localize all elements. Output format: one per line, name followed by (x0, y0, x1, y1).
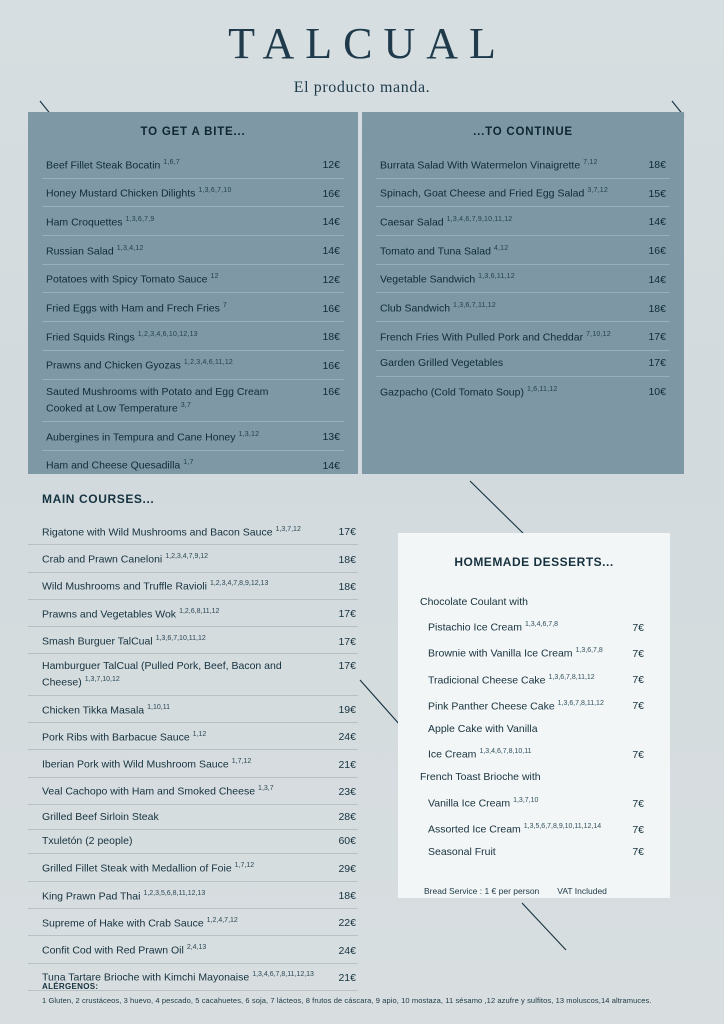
main-courses-title: MAIN COURSES... (42, 492, 155, 506)
menu-item-allergens: 1,3,7,10,12 (84, 676, 120, 684)
menu-item-allergens: 1,3,4,6,7,8 (524, 621, 559, 629)
menu-item-name: Ham Croquettes $^{1,3,6,7,9}$ (46, 215, 155, 229)
menu-item-name: Club Sandwich $^{1,3,6,7,11,12}$ (380, 302, 496, 315)
menu-item-name: Fried Squids Rings $^{1,2,3,4,6,10,12,13}$ (46, 330, 198, 344)
panel-to-continue-rows (376, 150, 670, 405)
menu-item-name: Pork Ribs with Barbacue Sauce $^{1,12}$ (42, 730, 207, 744)
menu-item-name: Potatoes with Spicy Tomato Sauce $^{12}$ (46, 273, 219, 286)
menu-item-allergens: 1,3,6,11,12 (478, 273, 515, 281)
menu-item-name: Honey Mustard Chicken Dilights $^{1,3,6,7,10}$ (46, 187, 232, 200)
menu-item-allergens: 1,3,4,6,7,8,11,12,13 (252, 971, 314, 979)
menu-item-price: 7€ (632, 621, 644, 634)
menu-item-row (42, 293, 344, 322)
menu-item-row (28, 909, 358, 936)
menu-item-row (28, 600, 358, 627)
menu-item-name: Beef Fillet Steak Bocatin $^{1,6,7}$ (46, 158, 180, 172)
panel-to-continue-title: ...TO CONTINUE (473, 126, 573, 138)
panel-starters (28, 112, 358, 474)
menu-item-row (42, 322, 344, 351)
menu-item-allergens: 1,3,6,7,8,11,12 (548, 673, 595, 681)
menu-item-price: 14€ (648, 273, 666, 286)
menu-item-allergens: 7,10,12 (586, 330, 611, 338)
menu-item-name: Apple Cake with Vanilla (428, 722, 538, 735)
menu-item-allergens: 1,3,7,12 (275, 525, 301, 533)
menu-item-row (420, 640, 648, 666)
menu-item-name: French Fries With Pulled Pork and Cheddar $^{7,10,12}$ (380, 330, 611, 344)
menu-item-allergens: 1,6,11,12 (526, 385, 558, 393)
menu-item-row (28, 573, 358, 600)
menu-item-price: 7€ (632, 823, 644, 836)
menu-item-row (420, 841, 648, 864)
menu-item-name: Fried Eggs with Ham and Frech Fries $^7$ (46, 302, 227, 315)
menu-item-name: Ham and Cheese Quesadilla $^{1,7}$ (46, 459, 194, 472)
menu-item-row (28, 750, 358, 777)
menu-item-price: 17€ (338, 608, 356, 621)
desserts-rows (420, 591, 648, 864)
menu-item-row (420, 692, 648, 718)
menu-item-price: 7€ (632, 797, 644, 810)
vat-note: VAT Included (557, 886, 607, 897)
menu-item-row (420, 614, 648, 640)
menu-item-row (28, 805, 358, 830)
panel-starters-title: TO GET A BITE... (140, 126, 246, 138)
menu-item-price: 15€ (648, 187, 666, 200)
menu-item-name: Txuletón (2 people) (42, 835, 133, 848)
panel-to-continue (362, 112, 684, 474)
menu-item-row (42, 236, 344, 265)
menu-item-allergens: 1,2,3,4,7,9,12 (165, 553, 209, 561)
menu-item-name: Veal Cachopo with Ham and Smoked Cheese $^{1,3,7}$ (42, 785, 274, 798)
menu-item-allergens: 1,7,12 (231, 758, 252, 766)
menu-item-row (376, 377, 670, 405)
menu-item-price: 7€ (632, 700, 644, 713)
menu-item-allergens: 1,3,6,7,8 (575, 647, 603, 655)
allergens-title: ALÉRGENOS: (42, 982, 99, 991)
menu-item-allergens: 1,3,6,7,10,11,12 (155, 635, 206, 643)
menu-item-row (28, 696, 358, 723)
menu-item-allergens: 1,7,12 (234, 862, 255, 870)
menu-item-allergens: 4,12 (493, 244, 509, 252)
menu-item-price: 14€ (322, 245, 340, 258)
menu-item-row (420, 767, 648, 790)
menu-item-name: Ice Cream $^{1,3,4,6,7,8,10,11}$ (428, 748, 532, 761)
menu-item-row (376, 150, 670, 179)
menu-item-row (376, 265, 670, 294)
menu-item-row (28, 882, 358, 909)
menu-item-row (376, 207, 670, 236)
menu-item-row (42, 179, 344, 208)
menu-item-price: 16€ (322, 359, 340, 372)
menu-item-name: Prawns and Vegetables Wok $^{1,2,6,8,11,12}$ (42, 607, 220, 621)
menu-item-name: Pink Panther Cheese Cake $^{1,3,6,7,8,11,12}$ (428, 699, 604, 713)
menu-item-name: Tomato and Tuna Salad $^{4,12}$ (380, 244, 509, 258)
menu-item-name: Brownie with Vanilla Ice Cream $^{1,3,6,7,8}$ (428, 647, 603, 660)
bread-service-note: Bread Service : 1 € per person (424, 886, 540, 897)
menu-item-price: 19€ (338, 704, 356, 717)
menu-item-price: 16€ (322, 302, 340, 315)
menu-item-name: Assorted Ice Cream $^{1,3,5,6,7,8,9,10,11,12,14}$ (428, 823, 602, 836)
menu-item-price: 22€ (338, 917, 356, 930)
menu-item-name: Vanilla Ice Cream $^{1,3,7,10}$ (428, 797, 539, 810)
menu-item-allergens: 2,4,13 (186, 944, 207, 952)
menu-item-price: 16€ (322, 386, 340, 399)
menu-item-name: Russian Salad $^{1,3,4,12}$ (46, 244, 144, 258)
menu-item-price: 29€ (338, 862, 356, 875)
menu-item-price: 18€ (338, 890, 356, 903)
menu-item-row (28, 723, 358, 750)
menu-item-price: 14€ (648, 216, 666, 229)
menu-item-name: Seasonal Fruit (428, 846, 496, 859)
menu-item-row (420, 666, 648, 692)
menu-item-name: Aubergines in Tempura and Cane Honey $^{1,3,12}$ (46, 430, 260, 444)
menu-item-allergens: 1,2,3,4,6,11,12 (183, 359, 234, 367)
menu-item-allergens: 1,7 (183, 459, 194, 467)
menu-item-row (28, 936, 358, 963)
menu-item-allergens: 1,3,12 (238, 430, 260, 438)
menu-item-row (42, 422, 344, 451)
menu-item-price: 18€ (648, 159, 666, 172)
menu-item-price: 12€ (322, 159, 340, 172)
menu-item-price: 18€ (322, 331, 340, 344)
menu-item-price: 10€ (648, 386, 666, 399)
menu-item-row (42, 380, 344, 423)
menu-item-allergens: 3,7 (180, 402, 192, 410)
menu-item-price: 17€ (338, 635, 356, 648)
menu-item-row (28, 854, 358, 881)
menu-item-row (376, 293, 670, 322)
menu-item-allergens: 1,12 (192, 730, 207, 738)
menu-item-allergens: 1,3,6,7,8,11,12 (557, 699, 604, 707)
menu-item-name: King Prawn Pad Thai $^{1,2,3,5,6,8,11,12,13}$ (42, 889, 206, 903)
desserts-title: HOMEMADE DESSERTS... (454, 555, 614, 569)
brand-title: TALCUAL (228, 19, 507, 68)
allergens-text: 1 Gluten, 2 crustáceos, 3 huevo, 4 pescado, 5 cacahuetes, 6 soja, 7 lácteos, 8 frutos de cáscara, 9 apio, 10 mostaza, 11 sésamo ,12 azufre y sulfitos, 13 moluscos,14 altramuces. (42, 996, 652, 1005)
menu-item-row (420, 789, 648, 815)
menu-item-name: Hamburguer TalCual (Pulled Pork, Beef, Bacon and Cheese) $^{1,3,7,10,12}$ (42, 660, 282, 689)
menu-item-row (420, 718, 648, 741)
menu-item-allergens: 1,2,3,4,7,8,9,12,13 (209, 580, 269, 588)
menu-item-price: 24€ (338, 731, 356, 744)
menu-item-row (42, 451, 344, 479)
menu-item-price: 18€ (338, 553, 356, 566)
menu-item-price: 60€ (338, 835, 356, 848)
menu-item-name: Pistachio Ice Cream $^{1,3,4,6,7,8}$ (428, 621, 559, 634)
menu-item-name: Spinach, Goat Cheese and Fried Egg Salad $^{3,7,12}$ (380, 187, 608, 200)
menu-item-allergens: 1,6,7 (163, 158, 180, 166)
menu-item-allergens: 1,3,6,7,10 (198, 187, 232, 195)
menu-item-price: 7€ (632, 748, 644, 761)
menu-item-name: French Toast Brioche with (420, 771, 541, 784)
menu-item-name: Sauted Mushrooms with Potato and Egg Cream Cooked at Low Temperature $^{3,7}$ (46, 386, 269, 415)
menu-item-price: 23€ (338, 785, 356, 798)
allergens-legend (42, 982, 692, 1005)
menu-item-allergens: 1,3,7 (258, 785, 274, 793)
menu-item-price: 7€ (632, 647, 644, 660)
menu-item-row (420, 591, 648, 614)
main-courses-rows (28, 518, 358, 991)
brand-header (0, 0, 724, 97)
menu-item-row (28, 545, 358, 572)
menu-item-row (28, 778, 358, 805)
menu-item-price: 7€ (632, 846, 644, 859)
menu-item-name: Grilled Beef Sirloin Steak (42, 810, 159, 823)
menu-item-name: Iberian Pork with Wild Mushroom Sauce $^{1,7,12}$ (42, 758, 252, 771)
menu-item-allergens: 1,10,11 (147, 703, 170, 711)
menu-item-allergens: 1,2,6,8,11,12 (179, 607, 220, 615)
menu-item-allergens: 1,3,6,7,11,12 (453, 302, 496, 310)
section-main-courses (28, 492, 358, 991)
menu-item-name: Smash Burguer TalCual $^{1,3,6,7,10,11,12}$ (42, 635, 206, 648)
menu-item-name: Grilled Fillet Steak with Medallion of Foie $^{1,7,12}$ (42, 862, 255, 875)
menu-item-price: 18€ (338, 580, 356, 593)
brand-tagline: El producto manda. (293, 79, 431, 96)
menu-item-allergens: 12 (210, 273, 219, 281)
menu-item-name: Burrata Salad With Watermelon Vinaigrette $^{7,12}$ (380, 158, 598, 172)
menu-item-allergens: 1,3,4,6,7,9,10,11,12 (446, 215, 513, 223)
menu-item-row (376, 322, 670, 351)
menu-item-price: 7€ (632, 674, 644, 687)
menu-item-name: Caesar Salad $^{1,3,4,6,7,9,10,11,12}$ (380, 215, 513, 229)
menu-item-allergens: 3,7,12 (587, 187, 608, 195)
menu-item-row (28, 627, 358, 654)
menu-item-name: Chicken Tikka Masala $^{1,10,11}$ (42, 703, 170, 717)
menu-item-name: Wild Mushrooms and Truffle Ravioli $^{1,2,3,4,7,8,9,12,13}$ (42, 580, 269, 593)
menu-item-row (28, 654, 358, 695)
menu-item-name: Crab and Prawn Caneloni $^{1,2,3,4,7,9,12}$ (42, 553, 209, 566)
menu-item-allergens: 1,3,4,6,7,8,10,11 (479, 748, 532, 756)
menu-item-name: Tradicional Cheese Cake $^{1,3,6,7,8,11,12}$ (428, 673, 595, 687)
menu-item-price: 17€ (338, 526, 356, 539)
menu-item-price: 21€ (338, 971, 356, 984)
section-desserts (398, 533, 670, 898)
menu-item-price: 16€ (648, 245, 666, 258)
menu-item-row (42, 207, 344, 236)
menu-item-row (42, 265, 344, 294)
menu-item-price: 17€ (648, 357, 666, 370)
menu-item-row (420, 815, 648, 841)
menu-item-price: 17€ (338, 660, 356, 673)
menu-item-price: 14€ (322, 459, 340, 472)
menu-item-row (42, 150, 344, 179)
menu-item-price: 28€ (338, 810, 356, 823)
menu-item-name: Gazpacho (Cold Tomato Soup) $^{1,6,11,12}$ (380, 385, 558, 399)
panel-starters-rows (42, 150, 344, 479)
menu-item-price: 18€ (648, 302, 666, 315)
menu-item-name: Confit Cod with Red Prawn Oil $^{2,4,13}$ (42, 944, 207, 957)
menu-item-allergens: 1,3,5,6,7,8,9,10,11,12,14 (523, 823, 602, 831)
menu-item-row (420, 741, 648, 767)
menu-item-row (42, 351, 344, 380)
menu-item-name: Rigatone with Wild Mushrooms and Bacon Sauce $^{1,3,7,12}$ (42, 525, 301, 539)
menu-item-price: 21€ (338, 758, 356, 771)
menu-item-row (28, 830, 358, 855)
menu-item-allergens: 1,3,4,12 (116, 244, 144, 252)
menu-item-allergens: 7,12 (583, 158, 598, 166)
desserts-footer (420, 886, 648, 896)
menu-item-name: Chocolate Coulant with (420, 595, 528, 608)
menu-item-allergens: 1,3,6,7,9 (125, 215, 155, 223)
menu-item-row (376, 351, 670, 377)
menu-item-price: 14€ (322, 216, 340, 229)
menu-item-price: 13€ (322, 431, 340, 444)
menu-item-name: Tuna Tartare Brioche with Kimchi Mayonaise $^{1,3,4,6,7,8,11,12,13}$ (42, 971, 314, 984)
menu-item-name: Prawns and Chicken Gyozas $^{1,2,3,4,6,11,12}$ (46, 359, 234, 372)
menu-item-name: Garden Grilled Vegetables (380, 357, 504, 370)
menu-item-price: 17€ (648, 331, 666, 344)
menu-item-allergens: 1,2,3,4,6,10,12,13 (137, 330, 198, 338)
menu-item-row (376, 179, 670, 208)
menu-item-allergens: 1,2,3,5,6,8,11,12,13 (143, 889, 206, 897)
menu-item-allergens: 1,2,4,7,12 (206, 916, 238, 924)
menu-item-price: 16€ (322, 187, 340, 200)
menu-item-row (28, 518, 358, 545)
menu-item-price: 24€ (338, 944, 356, 957)
menu-item-name: Supreme of Hake with Crab Sauce $^{1,2,4,7,12}$ (42, 916, 238, 930)
menu-item-row (376, 236, 670, 265)
menu-item-allergens: 7 (222, 302, 227, 310)
menu-item-name: Vegetable Sandwich $^{1,3,6,11,12}$ (380, 273, 515, 286)
menu-item-price: 12€ (322, 273, 340, 286)
menu-item-allergens: 1,3,7,10 (513, 797, 539, 805)
